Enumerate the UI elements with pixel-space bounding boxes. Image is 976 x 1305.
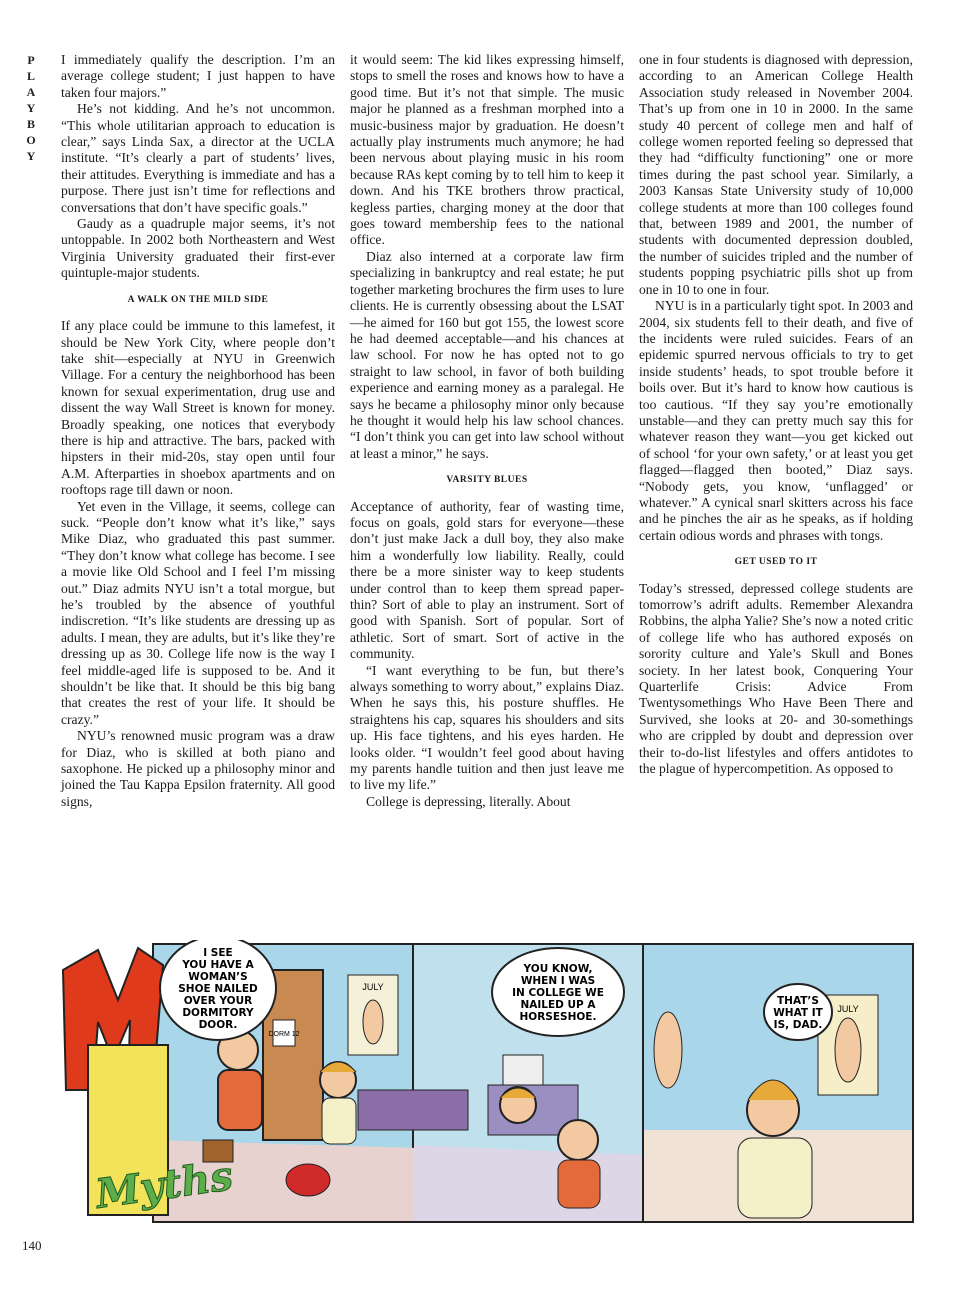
svg-text:YOU KNOW,WHEN I WASIN COLLEGE: YOU KNOW, WHEN I WAS IN COLLEGE WE NAILED UP A HORSESHOE. (512, 963, 604, 1023)
paragraph: Acceptance of authority, fear of wasting time, focus on goals, gold stars for everyone—these don’t just make Jack a dull boy, they also make him a wonderfully low liability. Really, could there be a more sinister way to keep students under control than to keep them spread paper-thin? Sort of able to play an instrument. Sort of good with Spanish. Sort of popular. Sort of athletic. Sort of smart. Sort of active in the community. (350, 498, 624, 662)
paragraph: Today’s stressed, depressed college students are tomorrow’s adrift adults. Remember Alexandra Robbins, the alpha Yalie? She’s now a noted critic of college life who has authored exposés on sorority culture and Yale’s Skull and Bones society. In her latest book, Conquering Your Quarterlife Crisis: Advice From Twentysomethings Who Have Been There and Survived, she looks at 20- and 30-somethings who are crippled by doubt and depression over their to-do-list lifestyles and offers antidotes to the plague of hypercompetition. As opposed to (639, 580, 913, 777)
door-sign: DORM 12 (268, 1031, 300, 1038)
running-head (22, 52, 40, 164)
speech-bubble-1 (160, 940, 276, 1040)
running-head-letter: P (27, 53, 35, 67)
running-head-letter: Y (26, 101, 36, 115)
text-column-1 (61, 52, 335, 810)
running-head-letter: L (26, 69, 35, 83)
speech-bubble-3 (764, 984, 832, 1040)
section-heading: VARSITY BLUES (446, 475, 528, 486)
section-heading: A WALK ON THE MILD SIDE (127, 294, 269, 305)
paragraph: one in four students is diagnosed with depression, according to an American College Health Association study released in November 2004. That’s up from one in 10 in 2000. In the same study 40 percent of college men and half of college women reported feeling so depressed that they had “difficulty functioning” one or more times during the past school year. Similarly, a 2003 Kansas State University study of 10,000 college students at more than 100 colleges found that, between 1989 and 2001, the number of students with documented depression doubled, the number of suicides tripled and the number of students popping psychiatric pills shot up from one in 10 to one in four. (639, 52, 913, 297)
paragraph: College is depressing, literally. About (366, 793, 571, 809)
page-number: 140 (22, 1238, 42, 1253)
paragraph: NYU’s renowned music program was a draw for Diaz, who is skilled at both piano and saxophone. He picked up a philosophy minor and joined the Tau Kappa Epsilon fraternity. All good signs, (61, 728, 335, 809)
running-head-letter: B (26, 117, 35, 131)
text-column-2 (350, 52, 624, 810)
section-heading: GET USED TO IT (734, 557, 818, 568)
running-head-letter: Y (26, 149, 36, 163)
running-head-letter: O (26, 133, 36, 147)
svg-text:JULY: JULY (837, 1004, 859, 1014)
paragraph: Diaz also interned at a corporate law firm specializing in bankruptcy and real estate; he put together marketing brochures the firm uses to lure clients. He is currently obsessing about the LSAT—he aimed for 160 but got 155, the lowest score he had deemed acceptable—and his chances at law school. For now he has opted not to go straight to law school, in favor of both building experience and earning money as a paralegal. He says he became a philosophy minor only because he thought it would help his law school chances. “I don’t think you can get into law school without at least a minor,” he says. (350, 248, 624, 461)
comic-strip-illustration (58, 940, 916, 1226)
running-head-letter: A (26, 85, 36, 99)
paragraph: “I want everything to be fun, but there’s always something to worry about,” explains Diaz. When he says this, his posture shuffles. He straightens his cap, squares his shoulders and sits up. His face tightens, and his eyes harden. He looks older. “I wouldn’t feel good about having my parents handle tuition and then just leave me to live my life.” (350, 662, 624, 793)
paragraph: If any place could be immune to this lamefest, it should be New York City, where people don’t take shit—especially at NYU in Greenwich Village. For a century the neighborhood has been known for sexual experimentation, drug use and dissent the way Wall Street is known for money. Broadly speaking, one notices that everybody there is hip and attractive. The bars, packed with hipsters in their mid-20s, stay open until four A.M. Afterparties in shoebox apartments and on rooftops rage till dawn or noon. (61, 318, 335, 498)
paragraph: NYU is in a particularly tight spot. In 2003 and 2004, six students fell to their death, and five of the incidents were ruled suicides. Fears of an epidemic spurred nervous officials to try to get inside students’ heads, to spot trouble before it boils over. But it’s hard to know how cautious is too cautious. “If they say you’re emotionally unstable—and they can pretty much say this for whatever reason they want—you get kicked out of school ‘for your own safety,’ or at least you get flagged—flagged then booted,” Diaz says. “Nobody gets, you know, ‘unflagged’ or whatever.” A cynical snarl skitters across his face and he pinches the air as he speaks, as if holding certain odious words and phrases with tongs. (639, 298, 913, 543)
text-column-3 (639, 52, 913, 777)
paragraph: Gaudy as a quadruple major seems, it’s not untoppable. In 2002 both Northeastern and West Virginia University graduated their first-ever quintuple-major students. (61, 216, 335, 281)
svg-text:JULY: JULY (362, 982, 384, 992)
paragraph: it would seem: The kid likes expressing himself, stops to smell the roses and knows how to have a good time. But it’s not that simple. The music major he planned as a freshman morphed into a music-business major by graduation. He doesn’t actually play instruments much anymore; he had been nervous about playing music in his room because RAs kept coming by to tell him to keep it down. And his TKE brothers throw practical, kegless parties, charging money at the door that goes toward membership fees to the national office. (350, 52, 624, 248)
svg-text:THAT’SWHAT ITIS, DAD.: THAT’S WHAT IT IS, DAD. (773, 995, 823, 1031)
paragraph: I immediately qualify the description. I’m an average college student; I just happen to have taken four majors.” (61, 52, 335, 100)
logo-myths: Myths (92, 1152, 236, 1218)
woman-figure (654, 1012, 682, 1088)
paragraph: He’s not kidding. And he’s not uncommon. “This whole utilitarian approach to education is clear,” says Linda Sax, a director at the UCLA institute. “It’s clearly a part of students’ lives, their attitudes. Everything is immediate and has a purpose. There just isn’t time for reflections and conversations that don’t have specific goals.” (61, 101, 335, 215)
svg-text:I SEEYOU HAVE AWOMAN’SSHOE NAI: I SEE YOU HAVE A WOMAN’S SHOE NAILED OVER YOUR DORMITORY DOOR. (178, 947, 258, 1031)
chair (286, 1164, 330, 1196)
paragraph: Yet even in the Village, it seems, college can suck. “People don’t know what it’s like,” says Mike Diaz, who graduated this past summer. “They don’t know what college has become. I see a movie like Old School and I feel I’m missing out.” Diaz admits NYU isn’t a total morgue, but he’s troubled by the absence of youthful indiscretion. “It’s like students are dressing up as adults. I mean, they are adults, but it’s like they’re dressing up as 30. College life now is the way I feel middle-aged life is supposed to be. And it shouldn’t be like that. It should be this big bang that creates the rest of your life. It should be crazy.” (61, 498, 335, 727)
speech-bubble-2 (492, 948, 624, 1036)
